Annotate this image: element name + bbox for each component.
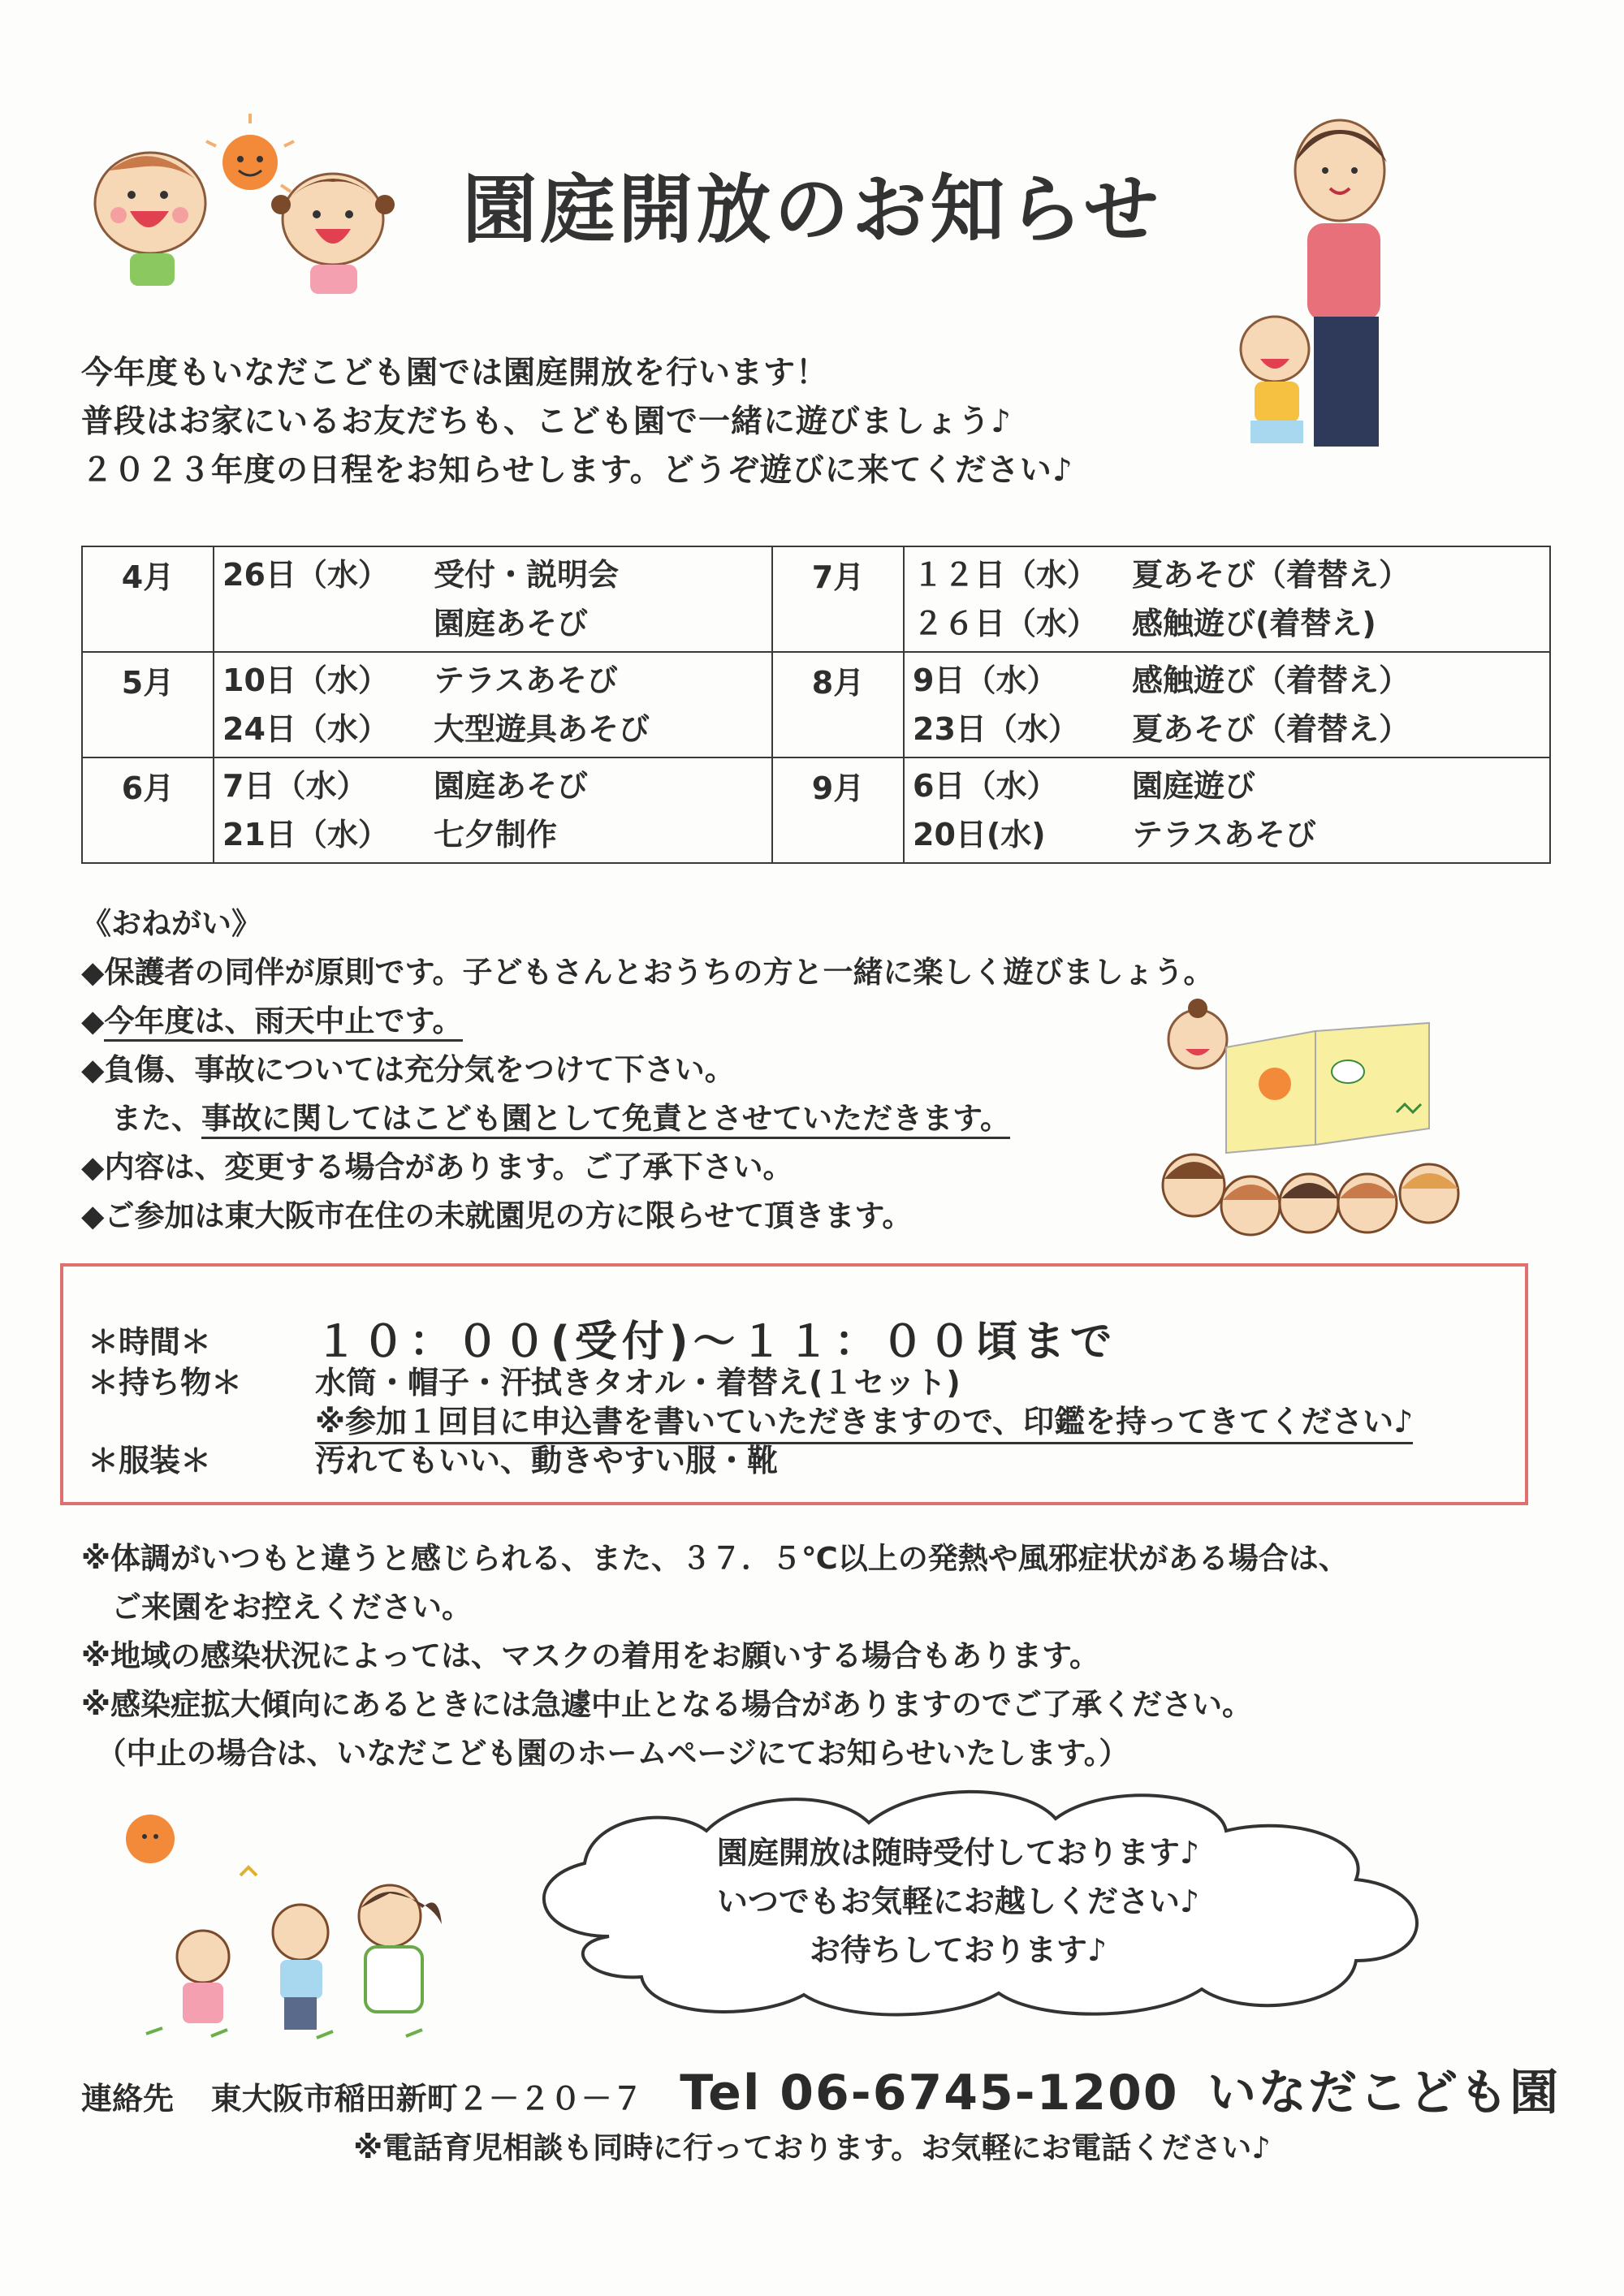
intro-text xyxy=(81,349,1073,495)
month-cell: 8月 xyxy=(772,652,904,757)
date-cell xyxy=(214,546,772,652)
request-line xyxy=(81,1094,1214,1143)
caution-line: ※感染症拡大傾向にあるときには急遽中止となる場合がありますのでご了承ください。 xyxy=(81,1687,1252,1722)
date xyxy=(222,599,434,648)
request-line: ◆負傷、事故については充分気をつけて下さい。 xyxy=(81,1052,735,1087)
schedule-row xyxy=(82,546,1550,652)
date: 9日（水） xyxy=(913,662,1058,698)
bullet: ◆ xyxy=(81,1003,105,1038)
caution-line: ※体調がいつもと違うと感じられる、また、３７．５℃以上の発熱や風邪症状がある場合は、 xyxy=(81,1541,1349,1576)
cloud-line: いつでもお気軽にお越しください♪ xyxy=(716,1884,1200,1919)
clothes-value: 汚れてもいい、動きやすい服・靴 xyxy=(315,1443,779,1478)
activity: 感触遊び(着替え) xyxy=(1132,606,1376,641)
intro-line: 普段はお家にいるお友だちも、こども園で一緒に遊びましょう♪ xyxy=(81,404,1012,440)
month-cell: 4月 xyxy=(82,546,214,652)
contact-address: 東大阪市稲田新町２－２０－７ xyxy=(210,2081,643,2117)
clothes-label: ＊服装＊ xyxy=(88,1443,212,1478)
caution-line: ご来園をお控えください。 xyxy=(81,1590,472,1625)
cloud-line: 園庭開放は随時受付しております♪ xyxy=(716,1835,1200,1871)
contact-label: 連絡先 xyxy=(81,2081,175,2117)
date: 23日（水） xyxy=(913,711,1079,747)
date-cell xyxy=(904,546,1550,652)
date: 10日（水） xyxy=(222,662,389,698)
activity: 感触遊び（着替え） xyxy=(1132,662,1410,698)
cloud-message xyxy=(650,1828,1267,1974)
event-info-box xyxy=(60,1263,1528,1505)
boy-icon xyxy=(95,153,205,286)
cloud-line: お待ちしております♪ xyxy=(809,1932,1108,1968)
items-label: ＊持ち物＊ xyxy=(88,1365,243,1400)
contact-name: いなだこども園 xyxy=(1207,2065,1561,2121)
month-cell: 6月 xyxy=(82,757,214,863)
requests-heading: 《おねがい》 xyxy=(81,906,261,941)
mother-child-illustration xyxy=(1218,106,1429,479)
date-cell xyxy=(214,652,772,757)
activity: 受付・説明会 xyxy=(434,557,620,593)
activity: テラスあそび xyxy=(1132,817,1316,852)
month-cell: 9月 xyxy=(772,757,904,863)
contact-tel: Tel 06-6745-1200 xyxy=(680,2065,1179,2121)
contact-info xyxy=(81,2054,1560,2124)
date: 26日（水） xyxy=(222,557,389,593)
kids-picture-book-illustration xyxy=(1153,990,1494,1250)
activity: 夏あそび（着替え） xyxy=(1132,557,1410,593)
time-label: ＊時間＊ xyxy=(88,1324,212,1360)
date: 20日(水) xyxy=(913,817,1046,852)
time-value: １０：００(受付)～１１：００頃まで xyxy=(315,1318,1117,1366)
date-cell xyxy=(904,757,1550,863)
schedule-table xyxy=(81,546,1551,864)
caution-line: ※地域の感染状況によっては、マスクの着用をお願いする場合もあります。 xyxy=(81,1638,1100,1673)
items-value: 水筒・帽子・汗拭きタオル・着替え(１セット) xyxy=(315,1365,961,1400)
request-line: ◆内容は、変更する場合があります。ご了承下さい。 xyxy=(81,1150,793,1185)
schedule-row xyxy=(82,652,1550,757)
activity: 夏あそび（着替え） xyxy=(1132,711,1410,747)
activity: 園庭あそび xyxy=(434,606,589,641)
kids-sun-illustration xyxy=(89,114,414,300)
date: ２６日（水） xyxy=(913,606,1099,641)
date-cell xyxy=(214,757,772,863)
intro-line: ２０２３年度の日程をお知らせします。どうぞ遊びに来てください♪ xyxy=(81,452,1073,489)
intro-line: 今年度もいなだこども園では園庭開放を行います！ xyxy=(81,355,829,391)
sun-icon xyxy=(206,114,294,192)
schedule-row xyxy=(82,757,1550,863)
items-note: ※参加１回目に申込書を書いていただきますので、印鑑を持ってきてください♪ xyxy=(315,1396,1413,1444)
activity: 園庭あそび xyxy=(434,768,589,804)
caution-line: （中止の場合は、いなだこども園のホームページにてお知らせいたします。） xyxy=(81,1736,1129,1771)
date: 21日（水） xyxy=(222,817,389,852)
month-cell: 7月 xyxy=(772,546,904,652)
footer-note: ※電話育児相談も同時に行っております。お気軽にお電話ください♪ xyxy=(353,2130,1271,2165)
requests-section xyxy=(81,900,1214,1241)
page-title: 園庭開放のお知らせ xyxy=(462,166,1162,253)
kids-playing-illustration xyxy=(114,1802,471,2046)
cautions-section xyxy=(81,1534,1349,1778)
disclaimer-note: 事故に関してはこども園として免責とさせていただきます。 xyxy=(201,1101,1010,1139)
activity: 園庭遊び xyxy=(1132,768,1256,804)
request-line xyxy=(81,997,1214,1046)
date: １２日（水） xyxy=(913,557,1099,593)
request-line: ◆保護者の同伴が原則です。子どもさんとおうちの方と一緒に楽しく遊びましょう。 xyxy=(81,955,1214,990)
rain-cancel-note: 今年度は、雨天中止です。 xyxy=(104,1003,462,1042)
request-line: ◆ご参加は東大阪市在住の未就園児の方に限らせて頂きます。 xyxy=(81,1198,913,1233)
prefix: また、 xyxy=(111,1101,201,1136)
date-cell xyxy=(904,652,1550,757)
activity: テラスあそび xyxy=(434,662,618,698)
month-cell: 5月 xyxy=(82,652,214,757)
activity: 大型遊具あそび xyxy=(434,711,650,747)
date: 24日（水） xyxy=(222,711,389,747)
activity: 七夕制作 xyxy=(434,817,558,852)
date: 7日（水） xyxy=(222,768,368,804)
date: 6日（水） xyxy=(913,768,1058,804)
